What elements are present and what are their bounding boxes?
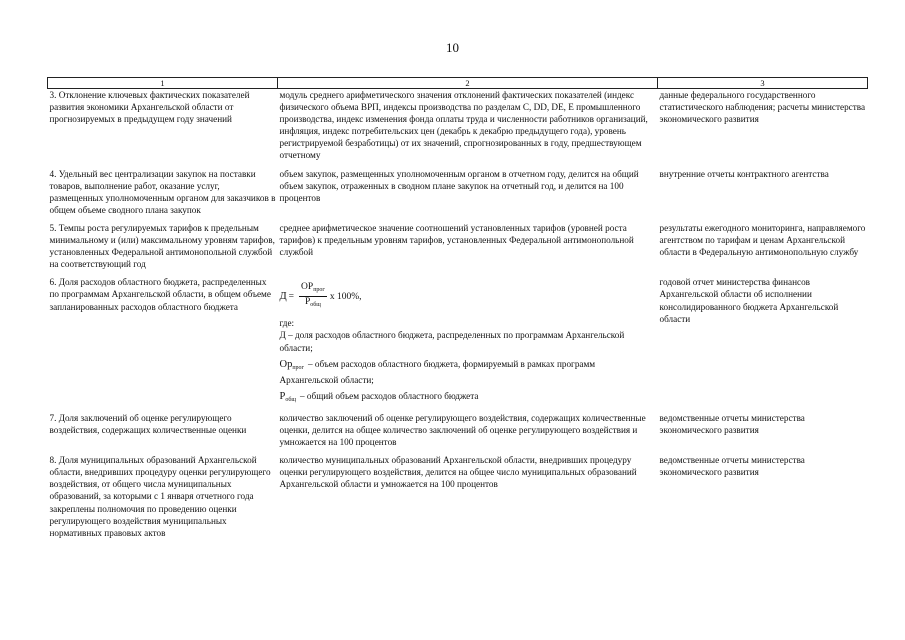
formula-definition: $Ор_{прог}$ – объем расходов областного бюджета, формируемый в рамках программ Архангельской области;: [279, 358, 596, 385]
calculation-method: количество заключений об оценке регулирующего воздействия, содержащих количественные оценки, делится на общее количество заключений об оценке регулирующего воздействия и умножается на 100 процентов: [279, 412, 646, 448]
data-source: результаты ежегодного мониторинга, направляемого агентством по тарифам и ценам Архангельской области в Федеральную антимонопольную службу: [659, 222, 866, 258]
header-col-2: 2: [278, 78, 658, 89]
data-source: данные федерального государственного статистического наблюдения; расчеты министерства экономического развития: [659, 90, 866, 125]
header-col-3: 3: [658, 78, 868, 89]
formula-fraction: [299, 282, 327, 311]
indicator-name: 3. Отклонение ключевых фактических показателей развития экономики Архангельской области от прогнозируемых в предыдущем году значений: [49, 90, 250, 125]
indicator-name: 4. Удельный вес централизации закупок на поставки товаров, выполнение работ, оказание услуг, размещенных уполномоченным органом для заказчиков в общем объеме сводного плана закупок: [49, 168, 276, 215]
table-row-formula: [48, 276, 868, 412]
calculation-method: количество муниципальных образований Архангельской области, внедривших процедуру оценки регулирующего воздействия, делится на общее число муниципальных образований Архангельской области и умножается на 100 процентов: [279, 455, 637, 490]
formula-definition: Д – доля расходов областного бюджета, распределенных по программам Архангельской области;: [279, 330, 625, 353]
calculation-method: модуль среднего арифметического значения отклонений фактических показателей (индекс физического объема ВРП, индексы производства по разделам C, DD, DE, E промышленного производства, индекс изменения фонда оплаты труда и численности работников организаций, инфляция, индекс потребительских цен (декабрь к декабрю предыдущего года), уровень регистрируемой безработицы) от их значений, спрогнозированных в году, предшествующем отчетному: [279, 90, 648, 161]
table-row: [48, 412, 868, 454]
data-source: внутренние отчеты контрактного агентства: [659, 168, 829, 179]
table-row: [48, 222, 868, 276]
data-source: ведомственные отчеты министерства экономического развития: [659, 412, 805, 435]
indicator-name: 7. Доля заключений об оценке регулирующего воздействия, содержащих количественные оценки: [49, 412, 247, 435]
table-row: [48, 168, 868, 222]
formula-numerator: $ОР_{прог}$: [299, 282, 327, 297]
formula-definition: $Р_{общ}$ – общий объем расходов областного бюджета: [279, 390, 479, 403]
calculation-method: объем закупок, размещенных уполномоченным органом в отчетном году, делится на общий объем закупок, отраженных в сводном плане закупок на отчетный год, и делится на 100 процентов: [279, 168, 639, 203]
table-row: [48, 454, 868, 545]
calculation-method: среднее арифметическое значение соотношений установленных тарифов (уровней роста тарифов) к предельным уровням тарифов, установленных Федеральной антимонопольной службой: [279, 222, 634, 258]
formula-tail: х 100%,: [329, 291, 362, 302]
formula-denominator: $Р_{общ}$: [304, 297, 321, 309]
formula-where: где:: [279, 318, 295, 329]
header-col-1: 1: [48, 78, 278, 89]
indicator-name: 5. Темпы роста регулируемых тарифов к предельным минимальному и (или) максимальному уровням тарифов, установленных Федеральной антимонопольной службой на соответствующий год: [49, 222, 275, 270]
calculation-method: [278, 276, 658, 412]
table-header-row: [48, 78, 868, 89]
data-source: ведомственные отчеты министерства экономического развития: [659, 455, 805, 478]
page-number: 10: [446, 40, 459, 55]
table-row: [48, 89, 868, 168]
indicators-table: [47, 77, 868, 545]
data-source: годовой отчет министерства финансов Архангельской области об исполнении консолидированного бюджета Архангельской области: [659, 277, 839, 324]
formula-lhs: Д: [279, 290, 287, 302]
indicator-name: 8. Доля муниципальных образований Архангельской области, внедривших процедуру оценки регулирующего воздействия, от общего числа муниципальных образований, за которыми с 1 января отчетного года закреплены полномочия по проведению оценки регулирующего воздействия муниципальных нормативных правовых актов: [49, 455, 271, 538]
indicator-name: 6. Доля расходов областного бюджета, распределенных по программам Архангельской области, в общем объеме запланированных расходов областного бюджета: [49, 277, 271, 312]
formula: [280, 282, 656, 311]
formula-eq: =: [288, 291, 295, 302]
